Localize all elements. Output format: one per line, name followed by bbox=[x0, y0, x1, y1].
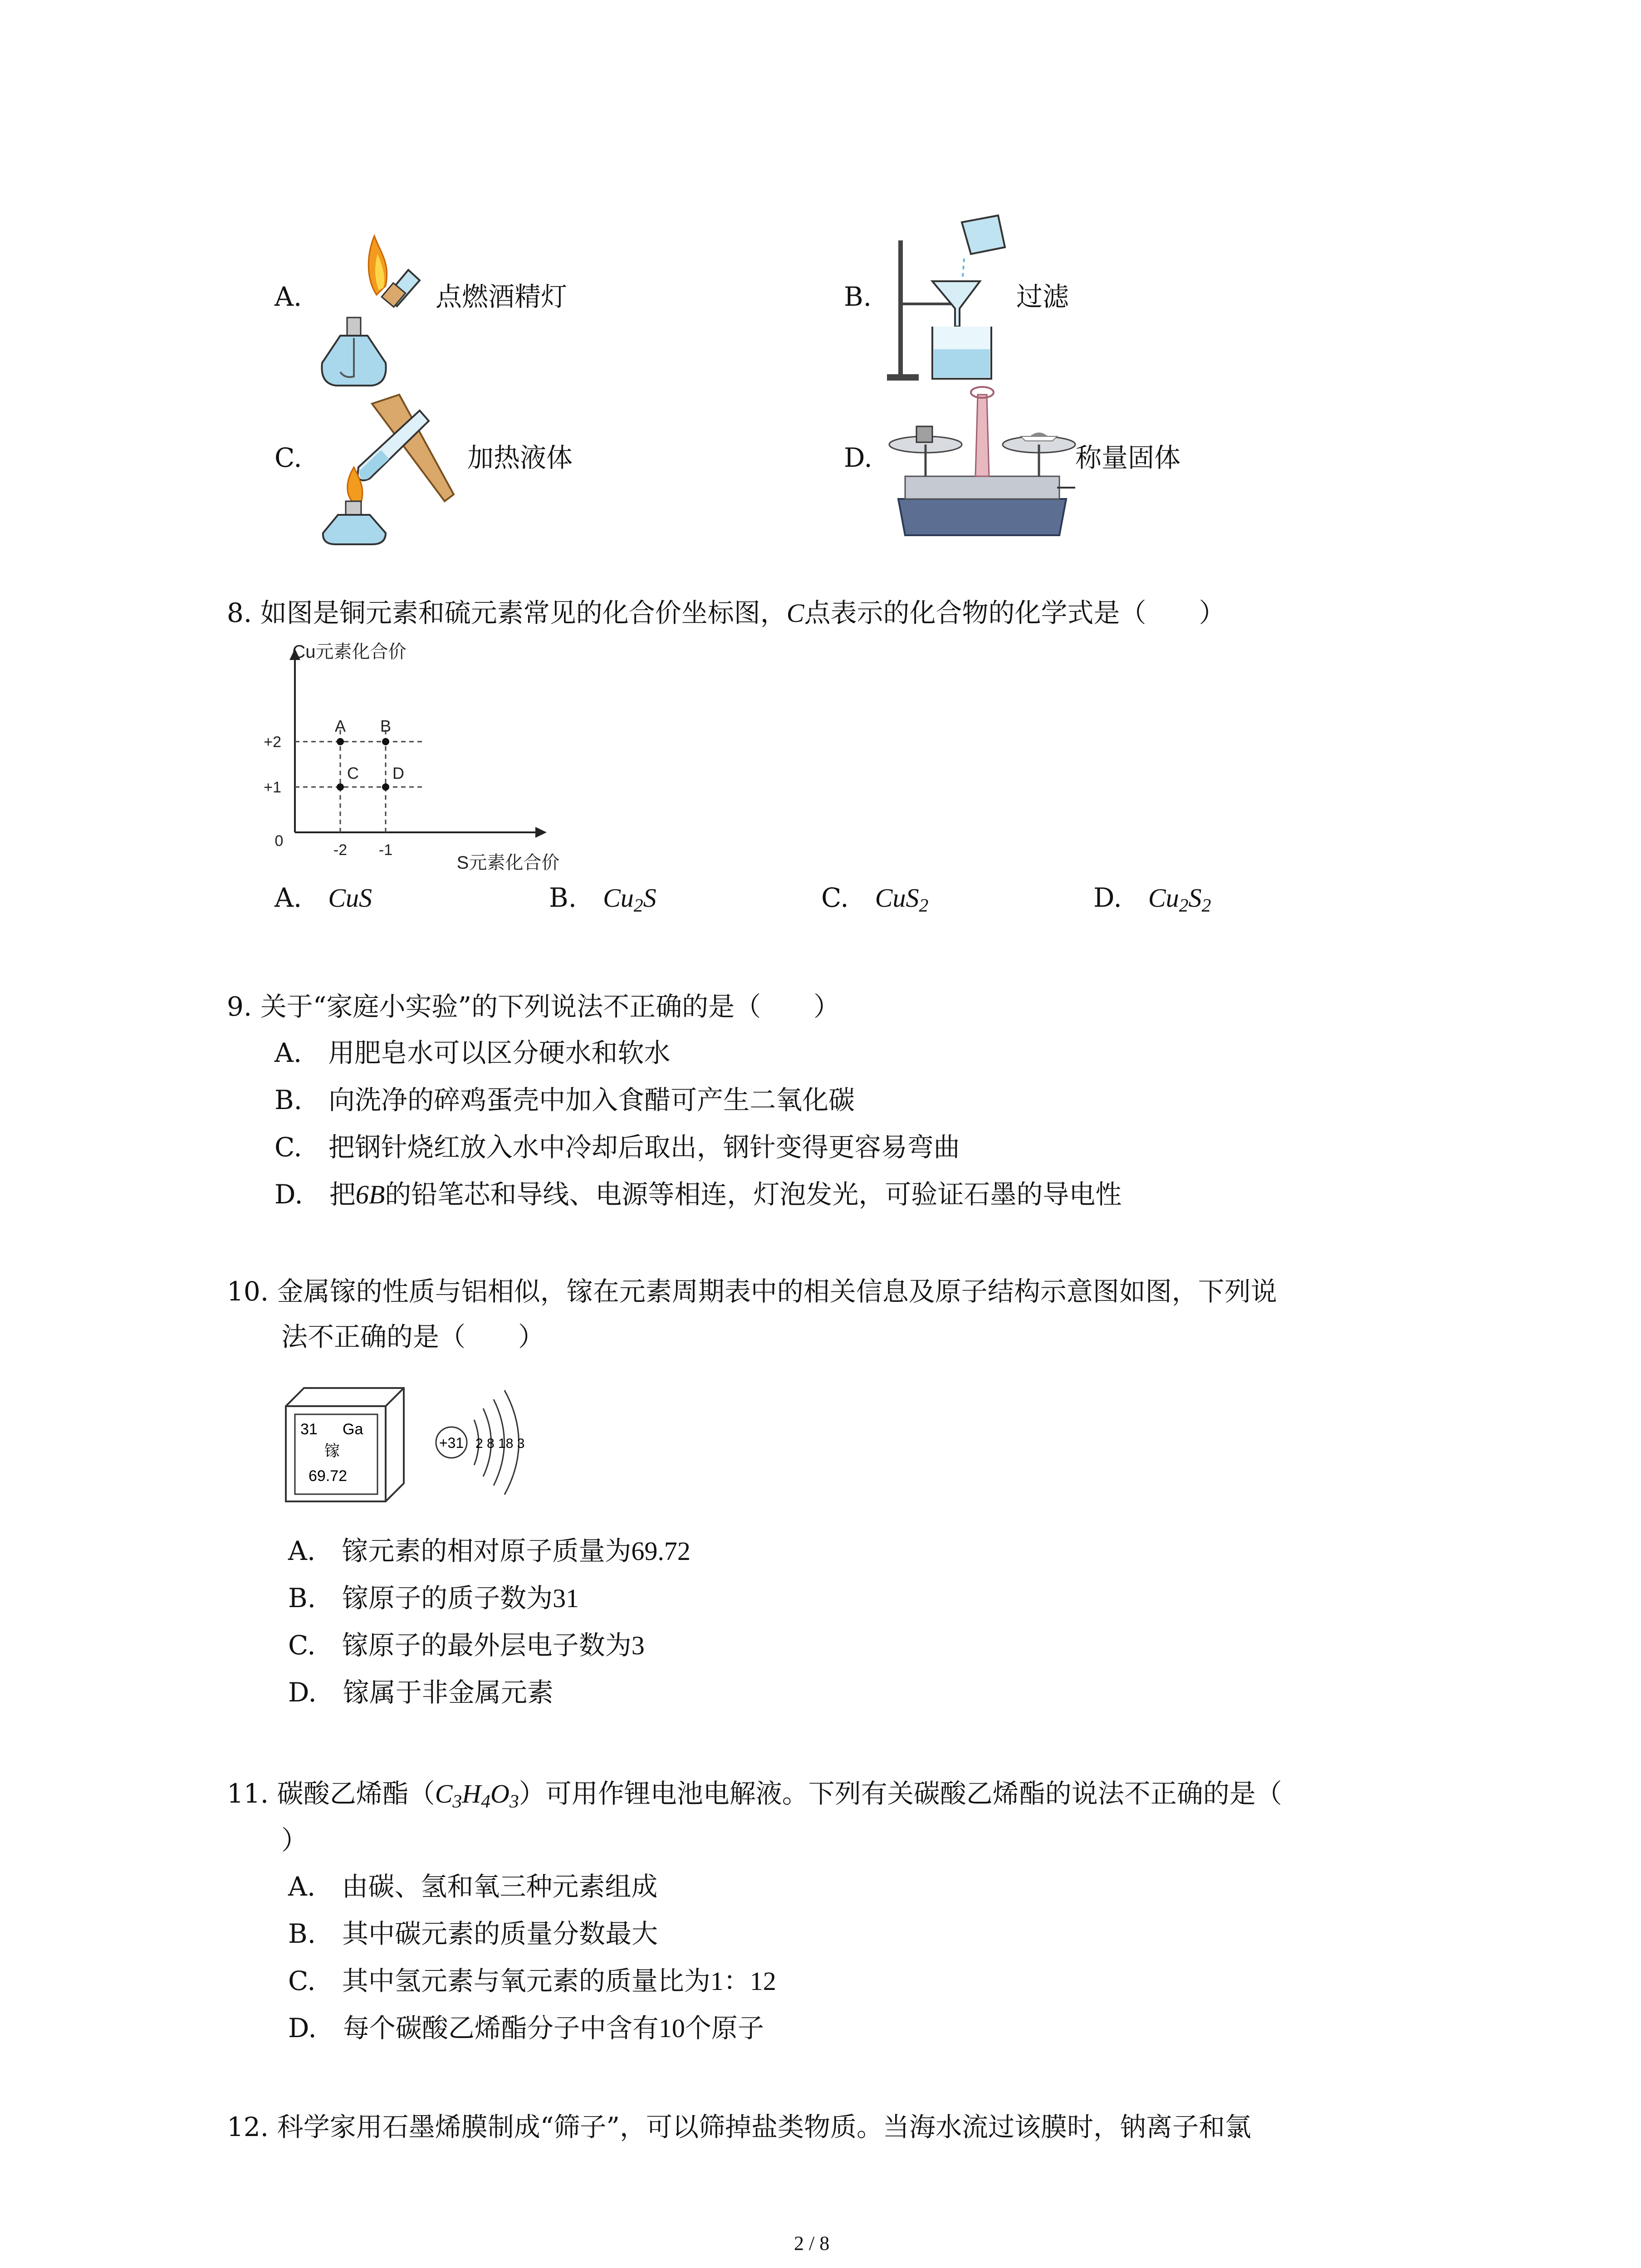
atomic-mass: 69.72 bbox=[309, 1467, 348, 1485]
alcohol-lamp-lighting-illustration bbox=[318, 227, 445, 390]
heating-liquid-illustration bbox=[318, 390, 467, 544]
option-d: D. 把6B的铅笔芯和导线、电源等相连，灯泡发光，可验证石墨的导电性 bbox=[274, 1179, 1122, 1210]
option-b bbox=[549, 882, 656, 916]
option-d bbox=[1093, 882, 1211, 916]
data-point-label: B bbox=[380, 717, 392, 735]
periodic-table-cell-illustration bbox=[281, 1388, 408, 1506]
data-point-a bbox=[337, 738, 344, 745]
nucleus-charge: +31 bbox=[439, 1435, 464, 1451]
question-number: 10. bbox=[227, 1276, 269, 1307]
option-b: B. 向洗净的碎鸡蛋壳中加入食醋可产生二氧化碳 bbox=[274, 1085, 855, 1115]
balance-weighing-illustration bbox=[885, 386, 1080, 540]
option-letter: A. bbox=[274, 882, 302, 913]
question-number: 11. bbox=[227, 1778, 269, 1809]
option-c bbox=[821, 882, 929, 916]
question-stem: 9. 关于“家庭小实验”的下列说法不正确的是（ ） bbox=[227, 991, 840, 1022]
origin-label: 0 bbox=[274, 832, 284, 850]
option-letter: B. bbox=[549, 882, 577, 913]
option-c: C. 把钢针烧红放入水中冷却后取出，钢针变得更容易弯曲 bbox=[274, 1132, 960, 1163]
atomic-number: 31 bbox=[300, 1421, 318, 1438]
question-number: 9. bbox=[227, 991, 252, 1022]
option-letter: D. bbox=[1093, 882, 1122, 913]
option-d: D. 镓属于非金属元素 bbox=[288, 1677, 554, 1708]
element-name: 镓 bbox=[324, 1442, 340, 1460]
x-tick-label: -2 bbox=[333, 841, 348, 859]
chart-drawing bbox=[264, 642, 559, 873]
option-label: 加热液体 bbox=[467, 442, 573, 473]
electron-shells: 2 8 18 3 bbox=[475, 1436, 525, 1451]
chemical-formula: $Cu_2S$ bbox=[603, 883, 656, 916]
valence-coordinate-chart bbox=[254, 642, 563, 878]
chemical-formula: $C_3H_4O_3$ bbox=[435, 1779, 519, 1812]
y-tick-label: +2 bbox=[264, 733, 281, 751]
data-point-c bbox=[337, 783, 344, 791]
chemical-formula: CuS$_2$ bbox=[875, 883, 929, 916]
data-point-b bbox=[382, 738, 389, 745]
data-point-label: C bbox=[347, 764, 359, 782]
chemical-formula: CuS bbox=[328, 883, 372, 913]
option-a: A. 用肥皂水可以区分硬水和软水 bbox=[274, 1037, 671, 1068]
option-b: B. 其中碳元素的质量分数最大 bbox=[288, 1918, 658, 1949]
y-axis-label: Cu元素化合价 bbox=[292, 642, 407, 662]
x-axis-label: S元素化合价 bbox=[456, 853, 560, 873]
option-d: D. 每个碳酸乙烯酯分子中含有10个原子 bbox=[288, 2013, 764, 2043]
data-point-label: A bbox=[334, 717, 346, 735]
option-b: B. 镓原子的质子数为31 bbox=[288, 1583, 579, 1613]
option-a bbox=[274, 882, 372, 913]
x-axis-arrow bbox=[535, 827, 547, 838]
question-number: 8. bbox=[227, 597, 252, 628]
option-label: 过滤 bbox=[1016, 281, 1069, 312]
question-stem: 11. 碳酸乙烯酯$(C_3H_4O_3)$可用作锂电池电解液。下列有关碳酸乙烯酯的说法不正确的是（ bbox=[227, 1778, 1282, 1812]
option-letter: C. bbox=[821, 882, 849, 913]
question-stem: 12. 科学家用石墨烯膜制成“筛子”，可以筛掉盐类物质。当海水流过该膜时，钠离子和氯 bbox=[227, 2112, 1251, 2142]
option-a: A. 由碳、氢和氧三种元素组成 bbox=[288, 1871, 658, 1902]
question-stem: 10. 金属镓的性质与铝相似，镓在元素周期表中的相关信息及原子结构示意图如图，下列说 bbox=[227, 1276, 1277, 1307]
option-c: C. 其中氢元素与氧元素的质量比为1：12 bbox=[288, 1965, 776, 1996]
option-letter: B. bbox=[844, 281, 872, 312]
option-label: 称量固体 bbox=[1075, 442, 1181, 473]
chemical-formula: $Cu_2S_2$ bbox=[1148, 883, 1211, 916]
option-letter: D. bbox=[844, 442, 872, 473]
x-tick-label: -1 bbox=[378, 841, 393, 859]
option-label: 点燃酒精灯 bbox=[436, 281, 568, 312]
data-point-label: D bbox=[392, 764, 404, 782]
option-letter: A. bbox=[274, 281, 302, 312]
question-number: 12. bbox=[227, 2112, 269, 2142]
option-c: C. 镓原子的最外层电子数为3 bbox=[288, 1630, 645, 1661]
element-symbol: Ga bbox=[343, 1421, 363, 1438]
question-stem-line2: 法不正确的是（ ） bbox=[281, 1321, 545, 1352]
option-letter: C. bbox=[274, 442, 302, 473]
option-a: A. 镓元素的相对原子质量为69.72 bbox=[288, 1535, 691, 1566]
filtration-setup-illustration bbox=[885, 213, 1012, 395]
question-stem-line2: ） bbox=[281, 1825, 308, 1856]
atomic-structure-diagram bbox=[426, 1383, 554, 1501]
page-number: 2 / 8 bbox=[794, 2232, 830, 2254]
question-stem: 8. 如图是铜元素和硫元素常见的化合价坐标图，C点表示的化合物的化学式是（ ） bbox=[227, 597, 1225, 628]
data-point-d bbox=[382, 783, 389, 791]
y-tick-label: +1 bbox=[264, 779, 281, 796]
